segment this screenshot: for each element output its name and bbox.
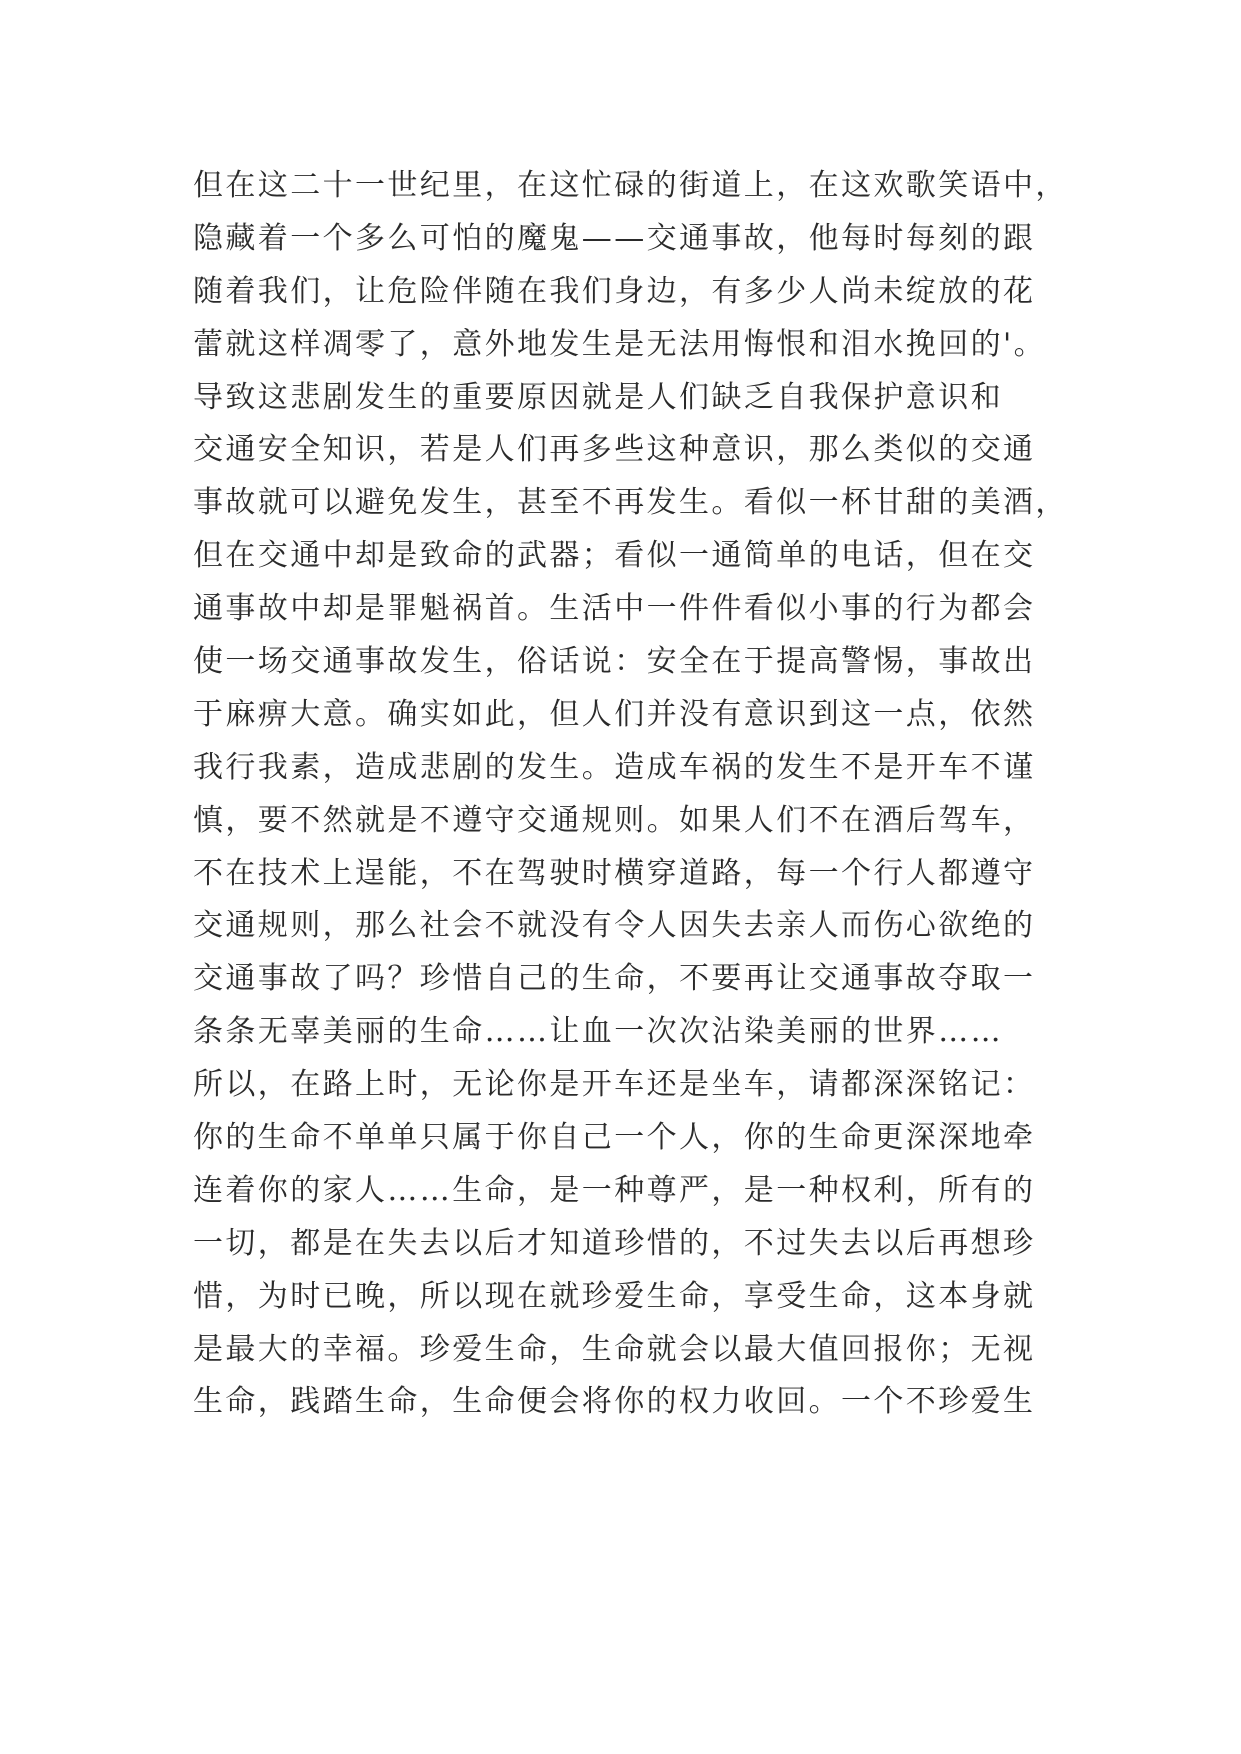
- text-line: 蕾就这样凋零了，意外地发生是无法用悔恨和泪水挽回的'。: [193, 326, 1047, 362]
- text-line: 生命，践踏生命，生命便会将你的权力收回。一个不珍爱生: [193, 1384, 1036, 1420]
- text-line: 通事故中却是罪魁祸首。生活中一件件看似小事的行为都会: [193, 591, 1036, 627]
- text-line: 交通安全知识，若是人们再多些这种意识，那么类似的交通: [193, 432, 1036, 468]
- text-line: 不在技术上逞能，不在驾驶时横穿道路，每一个行人都遵守: [193, 855, 1036, 891]
- text-line: 于麻痹大意。确实如此，但人们并没有意识到这一点，依然: [193, 696, 1036, 732]
- text-line: 慎，要不然就是不遵守交通规则。如果人们不在酒后驾车，: [193, 802, 1036, 838]
- text-line: 隐藏着一个多么可怕的魔鬼——交通事故，他每时每刻的跟: [193, 220, 1036, 256]
- text-line: 事故就可以避免发生，甚至不再发生。看似一杯甘甜的美酒，: [193, 485, 1068, 521]
- text-line: 交通规则，那么社会不就没有令人因失去亲人而伤心欲绝的: [193, 908, 1036, 944]
- text-line: 使一场交通事故发生，俗话说：安全在于提高警惕，事故出: [193, 644, 1036, 680]
- text-line: 惜，为时已晚，所以现在就珍爱生命，享受生命，这本身就: [193, 1278, 1036, 1314]
- text-line: 但在这二十一世纪里，在这忙碌的街道上，在这欢歌笑语中，: [193, 168, 1068, 203]
- text-line: 一切，都是在失去以后才知道珍惜的，不过失去以后再想珍: [193, 1225, 1036, 1261]
- text-line: 我行我素，造成悲剧的发生。造成车祸的发生不是开车不谨: [193, 749, 1036, 785]
- text-line: 连着你的家人……生命，是一种尊严，是一种权利，所有的: [193, 1172, 1036, 1208]
- text-line: 你的生命不单单只属于你自己一个人，你的生命更深深地牵: [193, 1120, 1036, 1156]
- text-line: 交通事故了吗？珍惜自己的生命，不要再让交通事故夺取一: [193, 961, 1036, 997]
- text-line: 是最大的幸福。珍爱生命，生命就会以最大值回报你；无视: [193, 1331, 1036, 1367]
- body-text: [193, 160, 1073, 1429]
- text-line: 导致这悲剧发生的重要原因就是人们缺乏自我保护意识和: [193, 379, 1003, 415]
- text-line: 但在交通中却是致命的武器；看似一通简单的电话，但在交: [193, 538, 1036, 574]
- text-line: 所以，在路上时，无论你是开车还是坐车，请都深深铭记：: [193, 1067, 1036, 1103]
- text-line: 条条无辜美丽的生命……让血一次次沾染美丽的世界……: [193, 1014, 1003, 1050]
- text-line: 随着我们，让危险伴随在我们身边，有多少人尚未绽放的花: [193, 273, 1036, 309]
